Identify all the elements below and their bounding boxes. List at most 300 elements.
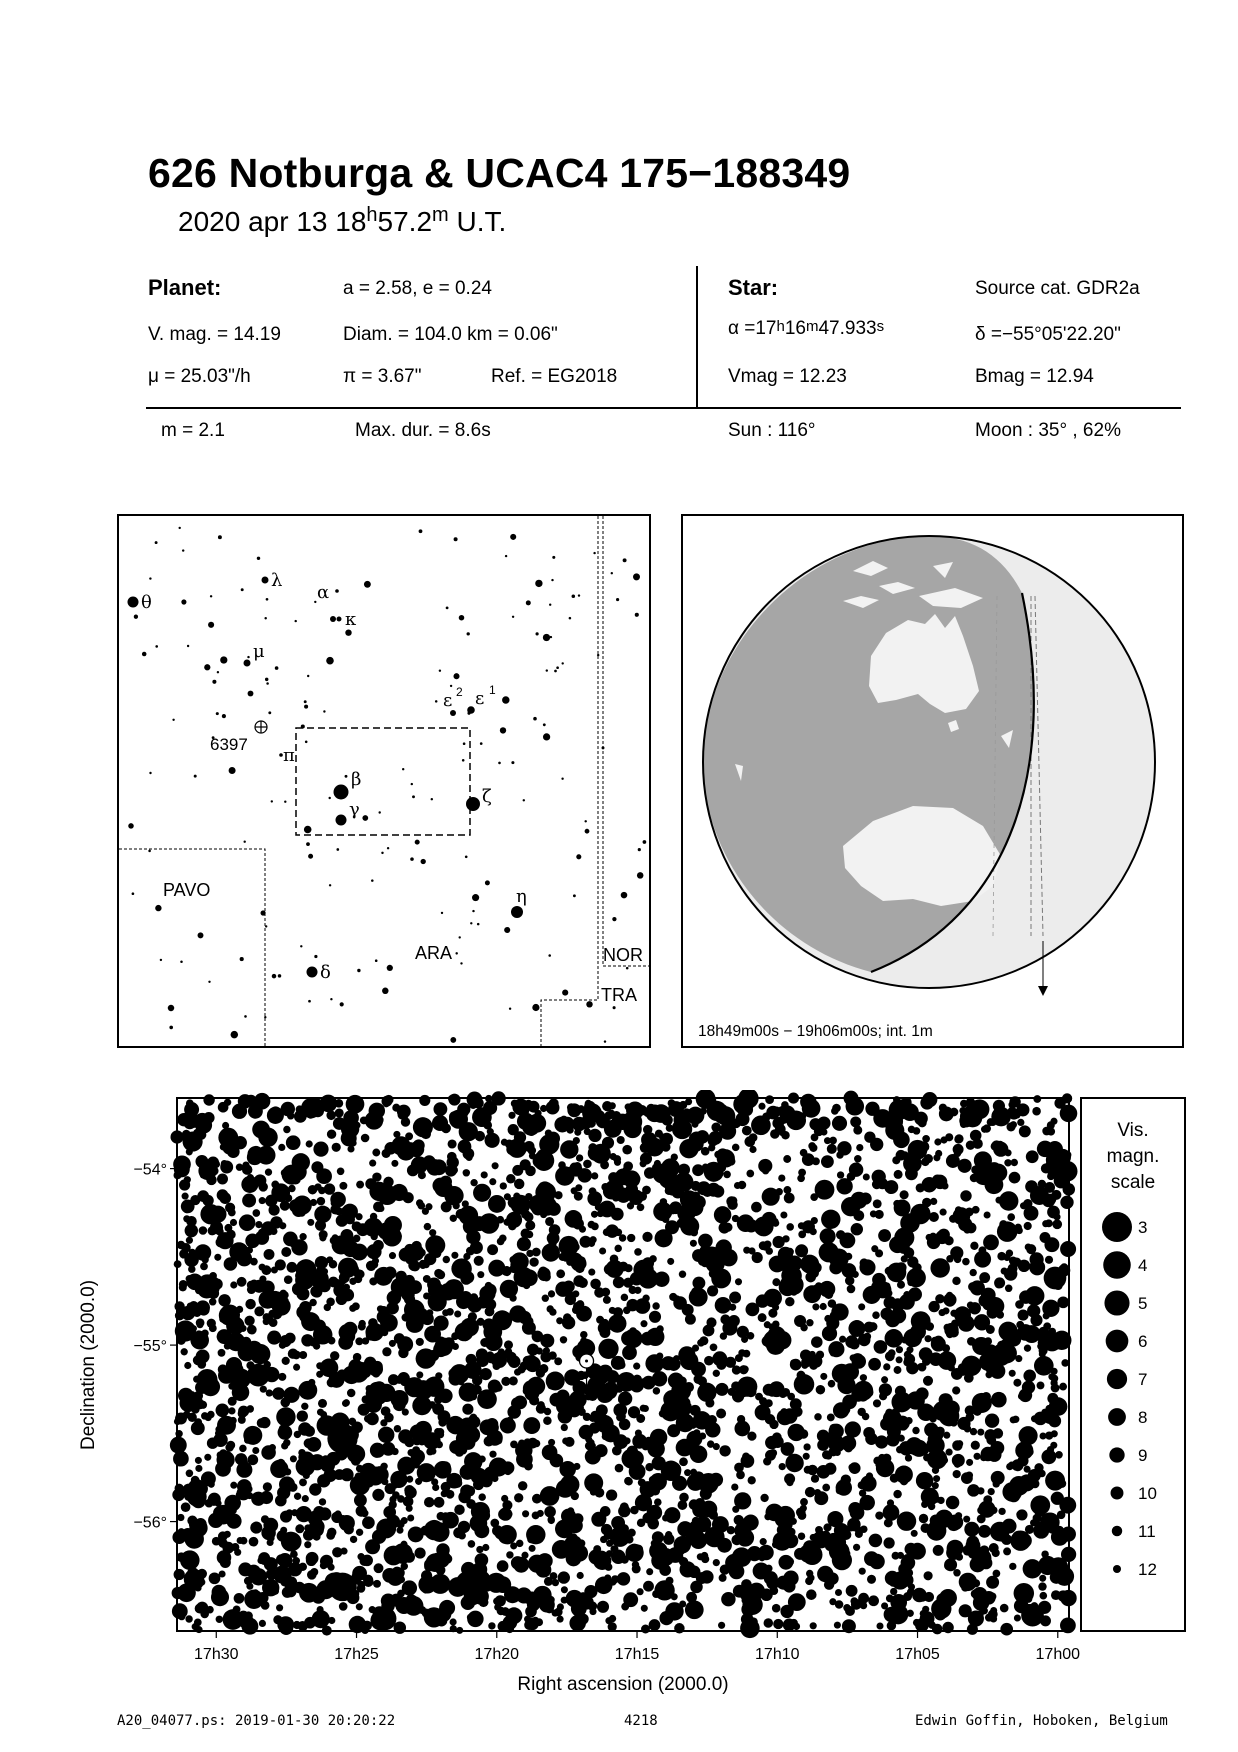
field-star xyxy=(606,1370,619,1383)
field-star xyxy=(1036,1334,1043,1341)
field-star xyxy=(219,1311,228,1320)
field-star xyxy=(872,1180,882,1190)
field-star xyxy=(860,1258,869,1267)
field-star xyxy=(993,1480,1000,1487)
field-star xyxy=(875,1249,883,1257)
field-star xyxy=(266,1389,273,1396)
field-star xyxy=(1045,1256,1053,1264)
field-star xyxy=(1052,1531,1066,1545)
field-star xyxy=(642,1232,652,1242)
field-star xyxy=(651,1540,658,1547)
field-star xyxy=(525,1166,536,1177)
finder-star xyxy=(502,696,509,703)
field-star xyxy=(307,1219,314,1226)
star-bmag: Bmag = 12.94 xyxy=(975,366,1094,387)
field-star xyxy=(573,1302,582,1311)
finder-star xyxy=(244,841,246,843)
field-star xyxy=(920,1619,928,1627)
field-star xyxy=(483,1284,496,1297)
field-star xyxy=(186,1237,193,1244)
field-star xyxy=(478,1493,486,1501)
field-star xyxy=(894,1366,902,1374)
field-star xyxy=(335,1108,344,1117)
field-star xyxy=(989,1164,1007,1182)
finder-star xyxy=(300,945,302,947)
field-star xyxy=(1047,1127,1055,1135)
field-star xyxy=(679,1600,686,1607)
field-star xyxy=(1017,1119,1024,1126)
field-star xyxy=(589,1474,597,1482)
finder-star xyxy=(248,691,254,697)
field-star xyxy=(382,1347,391,1356)
field-star xyxy=(284,1468,291,1475)
field-star xyxy=(1043,1312,1050,1319)
field-star xyxy=(950,1419,958,1427)
label-epsilon1-index: 1 xyxy=(489,683,496,697)
finder-star xyxy=(160,959,162,961)
field-star xyxy=(1061,1359,1069,1367)
field-star xyxy=(320,1411,327,1418)
field-star xyxy=(434,1269,443,1278)
field-star xyxy=(621,1172,634,1185)
field-star xyxy=(298,1452,308,1462)
field-star xyxy=(685,1314,696,1325)
field-star xyxy=(649,1619,661,1631)
finder-star xyxy=(546,669,548,671)
field-star xyxy=(574,1192,583,1201)
finder-star xyxy=(371,879,374,882)
field-star xyxy=(178,1613,185,1620)
field-star xyxy=(822,1484,830,1492)
field-star xyxy=(488,1195,506,1213)
field-star xyxy=(773,1619,783,1629)
field-star xyxy=(828,1341,844,1357)
field-star xyxy=(418,1249,426,1257)
field-star xyxy=(934,1138,941,1145)
field-star xyxy=(870,1138,883,1151)
field-star xyxy=(970,1174,978,1182)
field-star xyxy=(218,1349,226,1357)
field-star xyxy=(828,1380,836,1388)
field-star xyxy=(583,1413,591,1421)
field-star xyxy=(1026,1150,1039,1163)
field-star xyxy=(850,1116,861,1127)
field-star xyxy=(854,1125,861,1132)
field-star xyxy=(1027,1304,1040,1317)
field-star xyxy=(585,1449,601,1465)
field-star xyxy=(506,1551,513,1558)
field-star xyxy=(1003,1254,1010,1261)
field-star xyxy=(320,1555,333,1568)
field-star xyxy=(894,1199,911,1216)
field-star xyxy=(685,1197,701,1213)
field-star xyxy=(716,1408,726,1418)
finder-star xyxy=(307,675,309,677)
field-star xyxy=(213,1506,226,1519)
field-star xyxy=(739,1388,748,1397)
field-star xyxy=(281,1102,295,1116)
field-star xyxy=(217,1416,236,1435)
field-star xyxy=(1007,1213,1015,1221)
field-star xyxy=(885,1507,892,1514)
event-date: 2020 apr 13 18 xyxy=(178,206,367,237)
finder-star xyxy=(511,761,514,764)
field-star xyxy=(961,1584,969,1592)
field-star xyxy=(314,1206,331,1223)
field-star xyxy=(665,1577,673,1585)
field-star xyxy=(777,1524,789,1536)
finder-star xyxy=(498,762,501,765)
field-star xyxy=(179,1249,188,1258)
finder-star xyxy=(340,1002,344,1006)
field-star xyxy=(799,1429,809,1439)
field-star xyxy=(339,1602,348,1611)
field-star xyxy=(920,1610,927,1617)
finder-star xyxy=(467,632,470,635)
field-star xyxy=(588,1269,595,1276)
field-star xyxy=(434,1497,445,1508)
field-star xyxy=(589,1422,600,1433)
field-star xyxy=(766,1577,779,1590)
field-star xyxy=(707,1183,721,1197)
field-star xyxy=(798,1532,806,1540)
field-star xyxy=(487,1128,494,1135)
field-star xyxy=(618,1505,630,1517)
field-star xyxy=(728,1315,740,1327)
field-star xyxy=(627,1446,638,1457)
field-star xyxy=(507,1139,526,1158)
field-star xyxy=(955,1206,962,1213)
field-star xyxy=(955,1512,962,1519)
field-star xyxy=(229,1376,238,1385)
field-star xyxy=(697,1553,704,1560)
field-star xyxy=(845,1439,853,1447)
field-star xyxy=(557,1616,564,1623)
field-star xyxy=(887,1263,907,1283)
field-star xyxy=(1051,1590,1061,1600)
field-star xyxy=(435,1372,442,1379)
field-star xyxy=(729,1304,736,1311)
field-star xyxy=(754,1216,774,1236)
field-star xyxy=(755,1393,763,1401)
earth-shadow-map xyxy=(681,514,1184,1048)
field-star xyxy=(846,1097,865,1116)
field-star xyxy=(484,1133,499,1148)
field-star xyxy=(952,1440,962,1450)
field-star xyxy=(188,1413,197,1422)
field-star xyxy=(1024,1345,1031,1352)
field-star xyxy=(970,1242,978,1250)
field-star xyxy=(518,1481,527,1490)
field-star xyxy=(978,1525,991,1538)
field-star xyxy=(548,1439,555,1446)
field-star xyxy=(200,1263,208,1271)
field-star xyxy=(390,1390,408,1408)
field-star xyxy=(772,1604,781,1613)
field-star xyxy=(544,1506,556,1518)
field-star xyxy=(458,1521,470,1533)
field-star xyxy=(972,1393,992,1413)
field-star xyxy=(402,1409,409,1416)
field-star xyxy=(716,1248,728,1260)
field-star xyxy=(986,1576,999,1589)
legend-dot xyxy=(1113,1565,1121,1573)
field-star xyxy=(195,1457,202,1464)
field-star xyxy=(1024,1222,1032,1230)
field-star xyxy=(221,1160,228,1167)
field-star xyxy=(901,1336,908,1343)
field-star xyxy=(869,1554,885,1570)
field-star xyxy=(997,1341,1006,1350)
field-star xyxy=(721,1592,735,1606)
field-star xyxy=(652,1550,659,1557)
finder-star xyxy=(217,671,219,673)
finder-star xyxy=(208,981,210,983)
field-star xyxy=(642,1186,651,1195)
finder-star xyxy=(169,1026,173,1030)
field-star xyxy=(641,1332,655,1346)
field-star xyxy=(772,1278,780,1286)
field-star xyxy=(873,1199,882,1208)
finder-star xyxy=(585,829,590,834)
field-star xyxy=(983,1235,999,1251)
finder-star xyxy=(623,558,627,562)
field-star xyxy=(946,1255,954,1263)
finder-star xyxy=(504,927,510,933)
label-eta: η xyxy=(516,886,527,907)
field-star xyxy=(392,1491,400,1499)
finder-star xyxy=(465,855,468,858)
field-star xyxy=(283,1232,298,1247)
field-star xyxy=(800,1094,816,1110)
finder-star xyxy=(509,1007,511,1009)
label-alpha: α xyxy=(317,582,330,603)
field-star xyxy=(853,1544,860,1551)
field-star xyxy=(727,1157,736,1166)
bright-star xyxy=(373,1607,397,1631)
field-star xyxy=(904,1568,913,1577)
field-star xyxy=(1052,1219,1062,1229)
x-tick-label: 17h05 xyxy=(895,1646,940,1663)
field-star xyxy=(738,1181,746,1189)
field-star xyxy=(604,1574,611,1581)
field-star xyxy=(646,1568,653,1575)
field-star xyxy=(391,1184,408,1201)
star-declination: δ =−55°05'22.20" xyxy=(975,324,1121,345)
field-star xyxy=(329,1260,338,1269)
field-star xyxy=(921,1501,928,1508)
field-star xyxy=(1008,1108,1019,1119)
field-star xyxy=(1038,1470,1045,1477)
field-star xyxy=(222,1122,229,1129)
field-star xyxy=(944,1558,957,1571)
finder-star xyxy=(305,741,308,744)
label-kappa: κ xyxy=(345,609,357,630)
field-star xyxy=(659,1611,673,1625)
field-star xyxy=(946,1496,959,1509)
field-star xyxy=(517,1237,531,1251)
field-star xyxy=(1005,1285,1013,1293)
field-star xyxy=(599,1247,606,1254)
field-star xyxy=(916,1183,925,1192)
field-star xyxy=(737,1326,749,1338)
field-star xyxy=(1010,1121,1017,1128)
field-star xyxy=(270,1106,282,1118)
field-star xyxy=(523,1282,530,1289)
field-star xyxy=(340,1229,353,1242)
field-star xyxy=(602,1203,611,1212)
field-star xyxy=(177,1514,184,1521)
field-star xyxy=(952,1277,960,1285)
field-star xyxy=(772,1541,779,1548)
field-star xyxy=(950,1108,959,1117)
field-star xyxy=(290,1455,297,1462)
field-star xyxy=(985,1447,999,1461)
field-star xyxy=(974,1453,981,1460)
field-star xyxy=(537,1181,552,1196)
field-star xyxy=(404,1293,415,1304)
field-star xyxy=(893,1131,910,1148)
field-star xyxy=(691,1121,698,1128)
field-star xyxy=(851,1223,863,1235)
field-star xyxy=(570,1163,579,1172)
field-star xyxy=(1037,1381,1045,1389)
field-star xyxy=(1014,1614,1021,1621)
field-star xyxy=(200,1610,209,1619)
field-star xyxy=(433,1102,447,1116)
field-star xyxy=(561,1424,568,1431)
field-star xyxy=(598,1339,618,1359)
field-star xyxy=(202,1195,213,1206)
field-star xyxy=(380,1463,387,1470)
field-star xyxy=(584,1101,596,1113)
field-star xyxy=(970,1269,977,1276)
x-tick-label: 17h25 xyxy=(334,1646,379,1663)
field-star xyxy=(1024,1595,1032,1603)
field-star xyxy=(489,1178,496,1185)
finder-star xyxy=(532,1004,539,1011)
field-star xyxy=(887,1621,896,1630)
field-star xyxy=(278,1373,286,1381)
field-star xyxy=(294,1493,301,1500)
bright-star xyxy=(327,1423,357,1453)
finder-star xyxy=(329,884,331,886)
finder-star xyxy=(415,840,420,845)
field-star xyxy=(1000,1623,1013,1636)
field-star xyxy=(422,1261,429,1268)
ra-axis xyxy=(194,1631,1080,1663)
field-star xyxy=(824,1315,831,1322)
field-star xyxy=(965,1413,974,1422)
field-star xyxy=(343,1399,350,1406)
field-star xyxy=(805,1487,815,1497)
field-star xyxy=(199,1226,208,1235)
finder-star xyxy=(477,923,480,926)
field-star xyxy=(309,1483,321,1495)
field-star xyxy=(849,1462,861,1474)
field-star xyxy=(1045,1330,1056,1341)
field-star xyxy=(537,1401,545,1409)
finder-star xyxy=(229,767,236,774)
field-star xyxy=(761,1403,769,1411)
finder-star xyxy=(336,848,339,851)
field-star xyxy=(436,1441,443,1448)
field-star xyxy=(999,1191,1018,1210)
field-star xyxy=(689,1132,705,1148)
field-star xyxy=(495,1437,502,1444)
field-star xyxy=(718,1622,725,1629)
field-star xyxy=(316,1620,324,1628)
field-star xyxy=(324,1304,331,1311)
field-star xyxy=(986,1325,995,1334)
field-star xyxy=(998,1322,1017,1341)
field-star xyxy=(317,1606,324,1613)
field-star xyxy=(332,1143,341,1152)
field-star xyxy=(706,1317,716,1327)
legend-dot xyxy=(1109,1447,1124,1462)
finder-star xyxy=(402,768,404,770)
field-star xyxy=(310,1568,318,1576)
field-star xyxy=(276,1604,283,1611)
field-star xyxy=(1018,1260,1030,1272)
field-star xyxy=(369,1182,388,1201)
field-star xyxy=(711,1122,721,1132)
field-star xyxy=(414,1458,421,1465)
field-star xyxy=(953,1569,960,1576)
field-star xyxy=(852,1271,859,1278)
field-star xyxy=(946,1449,953,1456)
field-star xyxy=(318,1399,327,1408)
field-star xyxy=(719,1222,731,1234)
field-star xyxy=(1004,1159,1011,1166)
field-star xyxy=(850,1597,858,1605)
star-eta xyxy=(511,906,523,918)
field-star xyxy=(419,1119,432,1132)
field-star xyxy=(532,1494,542,1504)
bright-star xyxy=(328,1573,357,1602)
field-star xyxy=(784,1473,795,1484)
field-star xyxy=(806,1589,817,1600)
field-star xyxy=(402,1580,417,1595)
field-star xyxy=(174,1569,185,1580)
field-star xyxy=(506,1174,516,1184)
finder-star xyxy=(265,678,268,681)
field-star xyxy=(548,1351,556,1359)
field-star xyxy=(372,1489,384,1501)
field-star xyxy=(1041,1449,1056,1464)
field-star xyxy=(667,1462,681,1476)
field-star xyxy=(332,1547,342,1557)
field-star xyxy=(270,1208,277,1215)
field-star xyxy=(751,1202,762,1213)
field-star xyxy=(854,1155,862,1163)
field-star xyxy=(565,1210,583,1228)
field-star xyxy=(1055,1451,1063,1459)
field-star xyxy=(845,1606,855,1616)
field-star xyxy=(805,1577,813,1585)
field-star xyxy=(859,1568,866,1575)
field-star xyxy=(673,1296,687,1310)
field-star xyxy=(463,1148,475,1160)
field-star xyxy=(606,1540,613,1547)
field-star xyxy=(907,1391,925,1409)
finder-star xyxy=(462,759,465,762)
field-star xyxy=(667,1547,683,1563)
field-star xyxy=(888,1349,896,1357)
field-star xyxy=(186,1275,194,1283)
field-star xyxy=(898,1435,905,1442)
field-star xyxy=(758,1554,765,1561)
